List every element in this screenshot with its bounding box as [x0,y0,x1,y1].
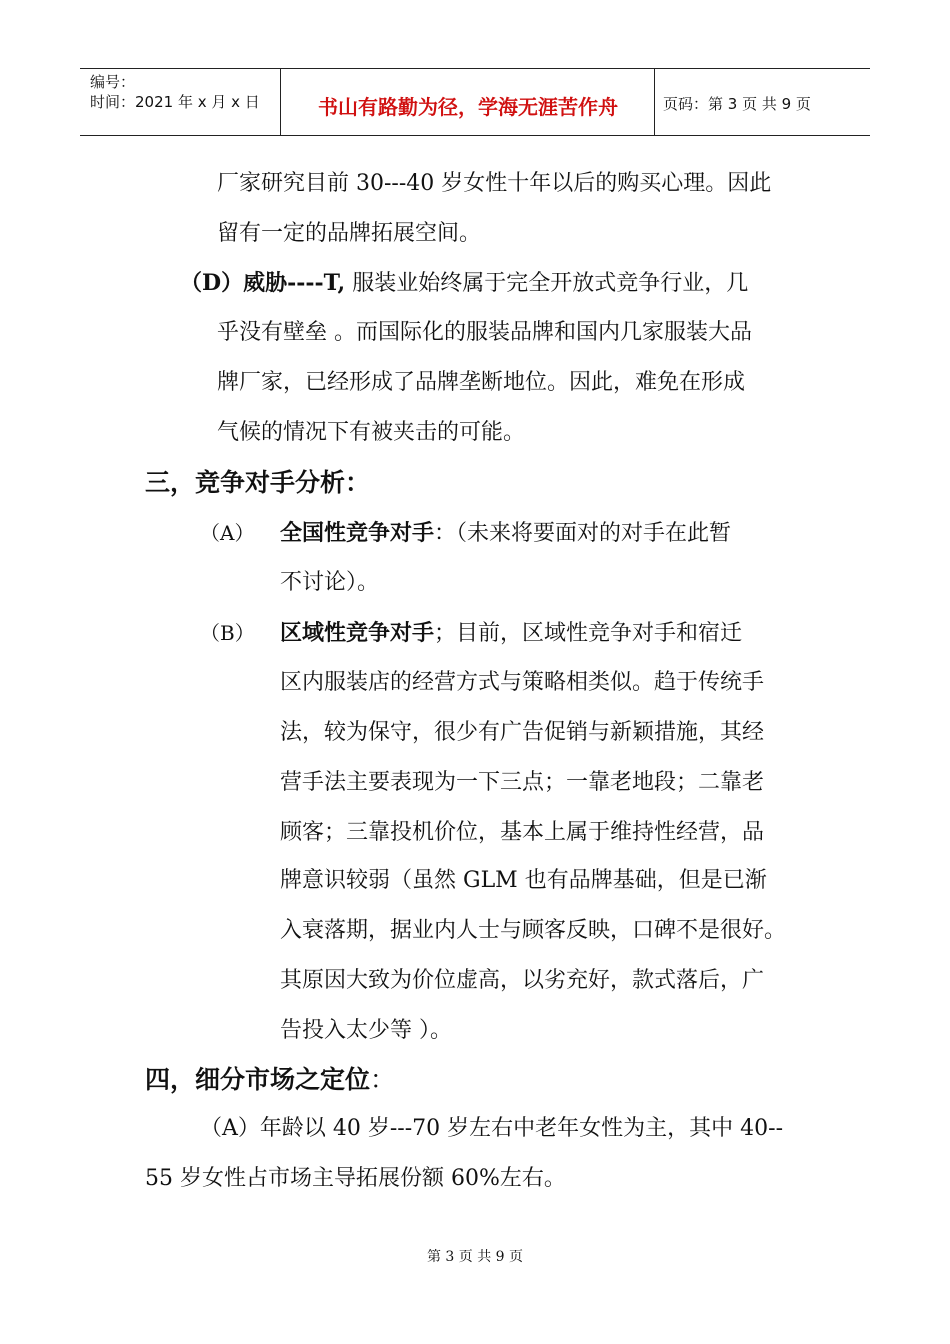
header-motto: 书山有路勤为径，学海无涯苦作舟 [318,95,618,119]
item-b-text: ；目前，区域性竞争对手和宿迁 [434,621,743,646]
header-divider-2 [654,68,655,135]
item-b-line [280,618,742,649]
section-heading-4-text: 四，细分市场之定位 [145,1065,371,1094]
item-a-label: （A） [200,521,255,545]
threat-label: （D）威胁----T, [180,270,346,296]
body-line: 气候的情况下有被夹击的可能。 [217,420,526,445]
section-heading-3: 三，竞争对手分析： [145,468,371,497]
header-number: 编号： [90,73,136,91]
header-top-rule [80,68,870,69]
threat-paragraph [180,268,748,299]
body-line: 其原因大致为价位虚高，以劣充好，款式落后，广 [280,968,765,993]
section-heading-4 [145,1064,395,1096]
body-line: 告投入太少等 ）。 [280,1018,452,1043]
body-line: （A）年龄以 40 岁---70 岁左右中老年女性为主，其中 40-- [200,1116,784,1141]
item-b-title: 区域性竞争对手 [280,620,435,646]
body-line: 入衰落期，据业内人士与顾客反映，口碑不是很好。 [280,918,787,943]
section-heading-4-colon: ： [370,1065,396,1094]
threat-text: 服装业始终属于完全开放式竞争行业，几 [345,271,749,296]
item-a-line [280,518,731,549]
item-a-text: ：（未来将要面对的对手在此暂 [434,521,732,546]
body-line: 留有一定的品牌拓展空间。 [217,221,482,246]
body-line: 牌厂家，已经形成了品牌垄断地位。因此，难免在形成 [217,370,746,395]
body-line: 不讨论）。 [280,570,380,595]
header-divider-1 [280,68,281,135]
body-line: 乎没有壁垒 。而国际化的服装品牌和国内几家服装大品 [217,320,752,345]
body-line: 55 岁女性占市场主导拓展份额 60%左右。 [145,1166,566,1191]
item-b-label: （B） [200,621,255,645]
body-line: 营手法主要表现为一下三点；一靠老地段；二靠老 [280,770,765,795]
header-time: 时间：2021 年 x 月 x 日 [90,93,260,111]
item-a-title: 全国性竞争对手 [280,520,435,546]
body-line: 顾客；三靠投机价位，基本上属于维持性经营，品 [280,820,765,845]
page-footer: 第 3 页 共 9 页 [426,1249,524,1265]
body-line: 区内服装店的经营方式与策略相类似。趋于传统手 [280,670,765,695]
header-meta [90,72,260,112]
header-page-info: 页码：第 3 页 共 9 页 [663,95,811,113]
header-bottom-rule [80,135,870,136]
body-line: 厂家研究目前 30---40 岁女性十年以后的购买心理。因此 [217,171,772,196]
body-line: 牌意识较弱（虽然 GLM 也有品牌基础，但是已渐 [280,868,767,893]
body-line: 法，较为保守，很少有广告促销与新颖措施，其经 [280,720,765,745]
